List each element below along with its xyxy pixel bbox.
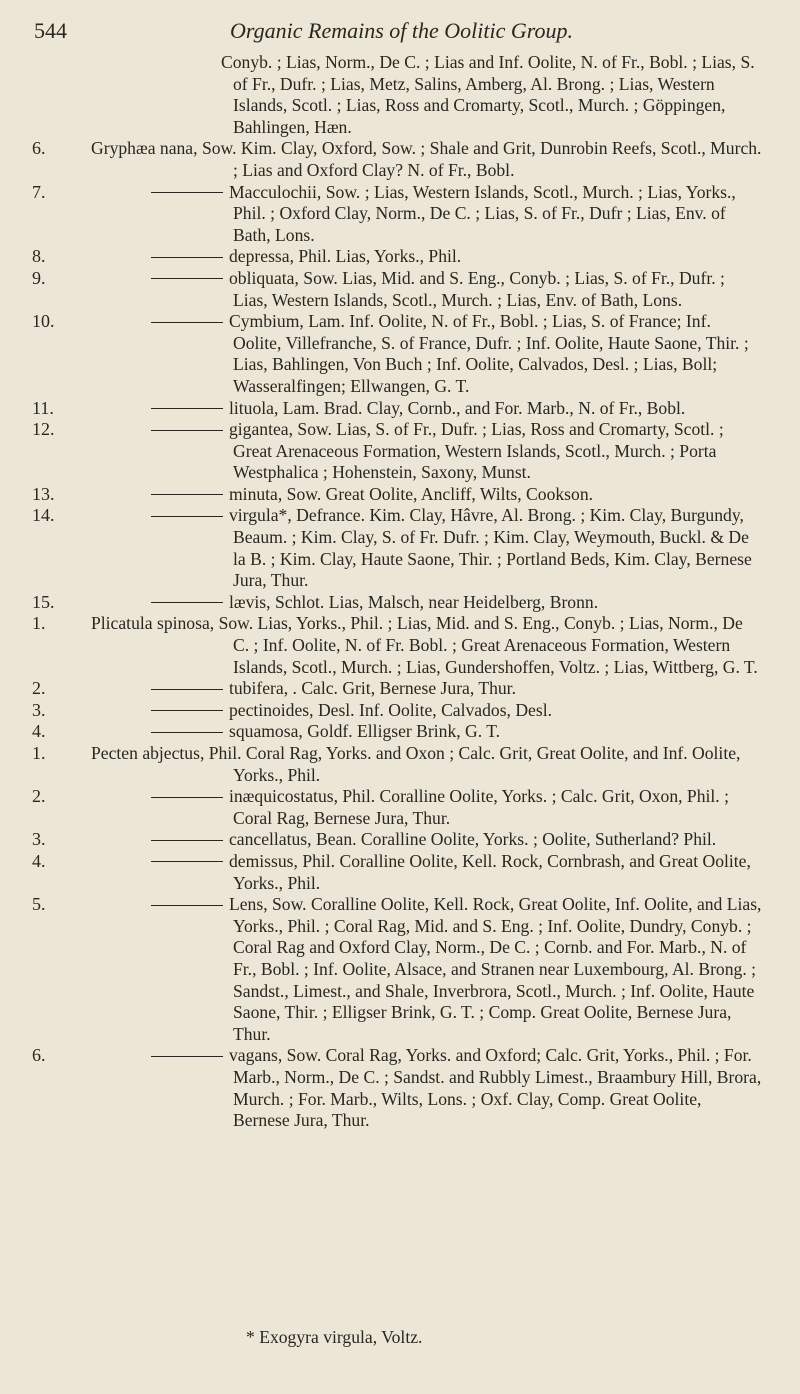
ditto-dash bbox=[151, 516, 223, 517]
ditto-dash bbox=[151, 257, 223, 258]
entry-number: 1. bbox=[32, 613, 46, 634]
species-name: demissus, bbox=[229, 850, 298, 871]
entry-text: . Calc. Grit, Bernese Jura, Thur. bbox=[292, 678, 516, 699]
genus-name: Plicatula bbox=[91, 613, 153, 634]
species-name: inæquicostatus, bbox=[229, 786, 338, 807]
entry-text: Sow. Great Oolite, Ancliff, Wilts, Cookson. bbox=[286, 483, 594, 504]
entry-text: Phil. Coral Rag, Yorks. and Oxon ; Calc. Grit, Great Oolite, and Inf. Oolite, Yorks., Phil. bbox=[208, 743, 741, 785]
entry-number: 9. bbox=[32, 267, 46, 288]
entry-text: Lam. Brad. Clay, Cornb., and For. Marb., N. of Fr., Bobl. bbox=[282, 397, 686, 418]
species-entry bbox=[0, 246, 800, 268]
ditto-dash bbox=[151, 1056, 223, 1057]
ditto-dash bbox=[151, 840, 223, 841]
species-entry bbox=[0, 721, 800, 743]
footnote: * Exogyra virgula, Voltz. bbox=[246, 1327, 423, 1347]
species-entry bbox=[0, 613, 800, 678]
ditto-dash bbox=[151, 278, 223, 279]
ditto-dash bbox=[151, 430, 223, 431]
species-name: cancellatus, bbox=[229, 829, 312, 850]
entry-number: 4. bbox=[32, 850, 46, 871]
species-name: nana, bbox=[159, 138, 198, 159]
entry-number: 12. bbox=[32, 419, 55, 440]
entry-text: Desl. Inf. Oolite, Calvados, Desl. bbox=[317, 699, 552, 720]
species-name: spinosa, bbox=[156, 613, 215, 634]
species-name: Cymbium, bbox=[229, 311, 304, 332]
entry-text: Phil. Coralline Oolite, Yorks. ; Calc. Grit, Oxon, Phil. ; Coral Rag, Bernese Jura, Thur. bbox=[233, 786, 729, 828]
entry-number: 5. bbox=[32, 894, 46, 915]
species-entry bbox=[0, 894, 800, 1045]
entry-number: 14. bbox=[32, 505, 55, 526]
entry-text: Sow. Kim. Clay, Oxford, Sow. ; Shale and Grit, Dunrobin Reefs, Scotl., Murch. ; Lias and Oxford Clay? N. of Fr., Bobl. bbox=[201, 138, 762, 180]
entry-number: 7. bbox=[32, 181, 46, 202]
species-entry bbox=[0, 52, 800, 138]
species-name: gigantea, bbox=[229, 419, 293, 440]
species-entry bbox=[0, 268, 800, 311]
ditto-dash bbox=[151, 797, 223, 798]
species-entry bbox=[0, 311, 800, 397]
entry-text: Phil. Lias, Yorks., Phil. bbox=[298, 246, 462, 267]
ditto-dash bbox=[151, 408, 223, 409]
entry-text: Sow. Lias, S. of Fr., Dufr. ; Lias, Ross and Cromarty, Scotl. ; Great Arenaceous Formation, Western Islands, Scotl., Murch. ; Porta Westphalica ; Hohenstein, Saxony, Munst. bbox=[233, 419, 724, 483]
ditto-dash bbox=[151, 732, 223, 733]
species-name: Macculochii, bbox=[229, 181, 322, 202]
entry-number: 11. bbox=[32, 397, 54, 418]
species-name: lævis, bbox=[229, 591, 271, 612]
page-header bbox=[0, 18, 800, 48]
entry-text: Schlot. Lias, Malsch, near Heidelberg, Bronn. bbox=[274, 591, 599, 612]
species-entry bbox=[0, 505, 800, 591]
entry-number: 13. bbox=[32, 483, 55, 504]
entry-number: 6. bbox=[32, 1045, 46, 1066]
ditto-dash bbox=[151, 710, 223, 711]
entry-text: Sow. Lias, Yorks., Phil. ; Lias, Mid. and S. Eng., Conyb. ; Lias, Norm., De C. ; Inf. Oolite, N. of Fr. Bobl. ; Great Arenaceous Formation, Western Islands, Scotl., Murch. ; Lias, Gundershoffen, Voltz. ; Lias, Wittberg, G. T. bbox=[218, 613, 758, 677]
species-entry bbox=[0, 592, 800, 614]
species-entry bbox=[0, 829, 800, 851]
species-name: abjectus, bbox=[142, 743, 205, 763]
entry-number: 2. bbox=[32, 678, 46, 699]
entry-text: Sow. Coral Rag, Yorks. and Oxford; Calc. Grit, Yorks., Phil. ; For. Marb., Norm., De C. ; Sandst. and Rubbly Limest., Braambury Hill, Brora, Murch. ; For. Marb., Wilts, Lons. ; Oxf. Clay, Comp. Great Oolite, Bernese Jura, Thur. bbox=[233, 1045, 762, 1131]
entry-text: Defrance. Kim. Clay, Hâvre, Al. Brong. ; Kim. Clay, Burgundy, Beaum. ; Kim. Clay, S. of Fr. Dufr. ; Kim. Clay, Weymouth, Buckl. & De la B. ; Kim. Clay, Haute Saone, Thir. ; Portland Beds, Kim. Clay, Bernese Jura, Thur. bbox=[233, 505, 752, 591]
entry-text: Conyb. ; Lias, Norm., De C. ; Lias and Inf. Oolite, N. of Fr., Bobl. ; Lias, S. of Fr., Dufr. ; Lias, Metz, Salins, Amberg, Al. Brong. ; Lias, Western Islands, Scotl. ; Lias, Ross and Cromarty, Scotl., Murch. ; Göppingen, Bahlingen, Hæn. bbox=[221, 52, 755, 137]
ditto-dash bbox=[151, 905, 223, 906]
species-name: virgula*, bbox=[229, 505, 292, 526]
entry-number: 1. bbox=[32, 743, 46, 763]
entry-text: Sow. Coralline Oolite, Kell. Rock, Great Oolite, Inf. Oolite, and Lias, Yorks., Phil. ; Coral Rag, Mid. and S. Eng. ; Inf. Oolite, Dundry, Conyb. ; Coral Rag and Oxford Clay, Norm., De C. ; Cornb. and For. Marb., N. of Fr., Bobl. ; Inf. Oolite, Alsace, and Stranen near Luxembourg, Al. Brong. ; Sandst., Limest., and Shale, Inverbrora, Scotl., Murch. ; Inf. Oolite, Haute Saone, Thir. ; Elligser Brink, G. T. ; Comp. Great Oolite, Bernese Jura, Thur. bbox=[233, 894, 762, 1044]
species-entry bbox=[0, 398, 800, 420]
species-entry bbox=[0, 182, 800, 247]
ditto-dash bbox=[151, 861, 223, 862]
entry-number: 6. bbox=[32, 138, 46, 159]
species-name: vagans, bbox=[229, 1045, 283, 1066]
ditto-dash bbox=[151, 494, 223, 495]
entry-text: Bean. Coralline Oolite, Yorks. ; Oolite, Sutherland? Phil. bbox=[315, 829, 717, 850]
entry-number: 10. bbox=[32, 311, 55, 332]
entry-number: 4. bbox=[32, 721, 46, 742]
species-name: obliquata, bbox=[229, 267, 299, 288]
ditto-dash bbox=[151, 602, 223, 603]
entry-number: 8. bbox=[32, 246, 46, 267]
entry-text: Phil. Coralline Oolite, Kell. Rock, Cornbrash, and Great Oolite, Yorks., Phil. bbox=[233, 850, 751, 893]
page-number: 544 bbox=[34, 18, 67, 43]
ditto-dash bbox=[151, 689, 223, 690]
species-entry bbox=[0, 743, 800, 786]
entry-text: Lam. Inf. Oolite, N. of Fr., Bobl. ; Lias, S. of France; Inf. Oolite, Villefranche, S. of France, Dufr. ; Inf. Oolite, Haute Saone, Thir. ; Lias, Bahlingen, Von Buch ; Inf. Oolite, Calvados, Desl. ; Lias, Boll; Wasseralfingen; Ellwangen, G. T. bbox=[233, 311, 749, 396]
running-title: Organic Remains of the Oolitic Group. bbox=[230, 18, 573, 43]
species-name: Lens, bbox=[229, 894, 268, 915]
species-entry bbox=[0, 678, 800, 700]
species-name: minuta, bbox=[229, 483, 283, 504]
species-name: tubifera, bbox=[229, 678, 289, 699]
entry-number: 15. bbox=[32, 591, 55, 612]
entry-number: 3. bbox=[32, 829, 46, 850]
genus-name: Gryphæa bbox=[91, 138, 156, 159]
species-entry bbox=[0, 138, 800, 181]
species-entry bbox=[0, 419, 800, 484]
species-entry bbox=[0, 786, 800, 829]
entry-number: 2. bbox=[32, 786, 46, 807]
entry-text: Sow. ; Lias, Western Islands, Scotl., Murch. ; Lias, Yorks., Phil. ; Oxford Clay, Norm., De C. ; Lias, S. of Fr., Dufr ; Lias, Env. of Bath, Lons. bbox=[233, 181, 736, 245]
species-name: lituola, bbox=[229, 397, 279, 418]
species-list bbox=[0, 52, 800, 1132]
species-name: squamosa, bbox=[229, 721, 303, 742]
entry-text: Sow. Lias, Mid. and S. Eng., Conyb. ; Lias, S. of Fr., Dufr. ; Lias, Western Islands, Scotl., Murch. ; Lias, Env. of Bath, Lons. bbox=[233, 267, 725, 310]
ditto-dash bbox=[151, 322, 223, 323]
ditto-dash bbox=[151, 192, 223, 193]
species-name: depressa, bbox=[229, 246, 294, 267]
species-name: pectinoides, bbox=[229, 699, 314, 720]
entry-text: Goldf. Elligser Brink, G. T. bbox=[307, 721, 501, 742]
species-entry bbox=[0, 851, 800, 894]
entry-number: 3. bbox=[32, 699, 46, 720]
species-entry bbox=[0, 1045, 800, 1131]
genus-name: Pecten bbox=[91, 743, 138, 763]
species-entry bbox=[0, 484, 800, 506]
species-entry bbox=[0, 700, 800, 722]
